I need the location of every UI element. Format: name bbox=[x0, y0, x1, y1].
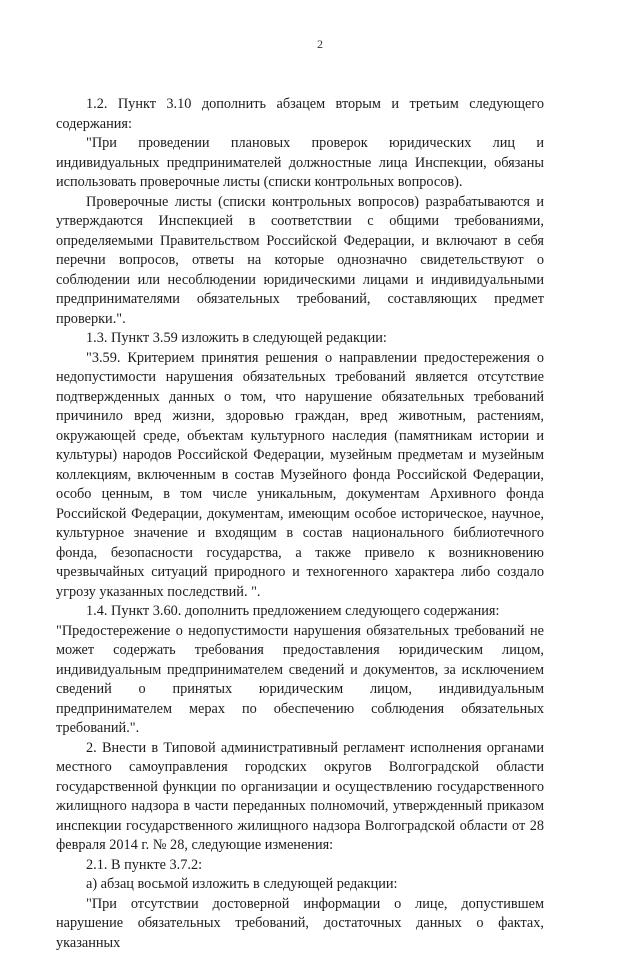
paragraph-3-59-text: "3.59. Критерием принятия решения о направлении предостережения о недопустимости нарушения обязательных требований является отсутствие подтвержденных данных о том, что нарушение обязательных требований причинило вред жизни, здоровью граждан, вред животным, растениям, окружающей среде, объектам культурного наследия (памятникам истории и культуры) народов Российской Федерации, музейным предметам и музейным коллекциям, включенным в состав Музейного фонда Российской Федерации, особо ценным, в том числе уникальным, документам Архивного фонда Российской Федерации, документам, имеющим особое историческое, научное, культурное значение и входящим в состав национального библиотечного фонда, безопасности государства, а также привело к возникновению чрезвычайных ситуаций природного и техногенного характера либо создало угрозу указанных последствий. ". bbox=[56, 349, 544, 603]
paragraph-warning-text: "Предостережение о недопустимости нарушения обязательных требований не может содержать требования предоставления юридическим лицом, индивидуальным предпринимателем сведений и документов, за исключением сведений о принятых юридическим лицом, индивидуальным предпринимателем мерах по обеспечению соблюдения обязательных требований.". bbox=[56, 622, 544, 739]
paragraph-1-4-heading: 1.4. Пункт 3.60. дополнить предложением следующего содержания: bbox=[56, 602, 544, 622]
paragraph-1-3-heading: 1.3. Пункт 3.59 изложить в следующей редакции: bbox=[56, 329, 544, 349]
paragraph-2-1-a: а) абзац восьмой изложить в следующей редакции: bbox=[56, 875, 544, 895]
paragraph-2-1-a-quote: "При отсутствии достоверной информации о лице, допустившем нарушение обязательных требований, достаточных данных о фактах, указанных bbox=[56, 895, 544, 953]
paragraph-2-1-heading: 2.1. В пункте 3.7.2: bbox=[56, 856, 544, 876]
document-body bbox=[56, 95, 544, 953]
page-number: 2 bbox=[0, 37, 640, 52]
paragraph-checklists: Проверочные листы (списки контрольных вопросов) разрабатываются и утверждаются Инспекцией в соответствии с общими требованиями, определяемыми Правительством Российской Федерации, и включают в себя перечни вопросов, ответы на которые однозначно свидетельствуют о соблюдении или несоблюдении юридическими лицами и индивидуальными предпринимателями обязательных требований, составляющих предмет проверки.". bbox=[56, 193, 544, 330]
paragraph-2-heading: 2. Внести в Типовой административный регламент исполнения органами местного самоуправления городских округов Волгоградской области государственной функции по организации и осуществлению государственного жилищного надзора в части переданных полномочий, утвержденный приказом инспекции государственного жилищного надзора Волгоградской области от 28 февраля 2014 г. № 28, следующие изменения: bbox=[56, 739, 544, 856]
paragraph-quote-planned-inspections: "При проведении плановых проверок юридических лиц и индивидуальных предпринимателей должностные лица Инспекции, обязаны использовать проверочные листы (списки контрольных вопросов). bbox=[56, 134, 544, 193]
paragraph-1-2-heading: 1.2. Пункт 3.10 дополнить абзацем вторым и третьим следующего содержания: bbox=[56, 95, 544, 134]
